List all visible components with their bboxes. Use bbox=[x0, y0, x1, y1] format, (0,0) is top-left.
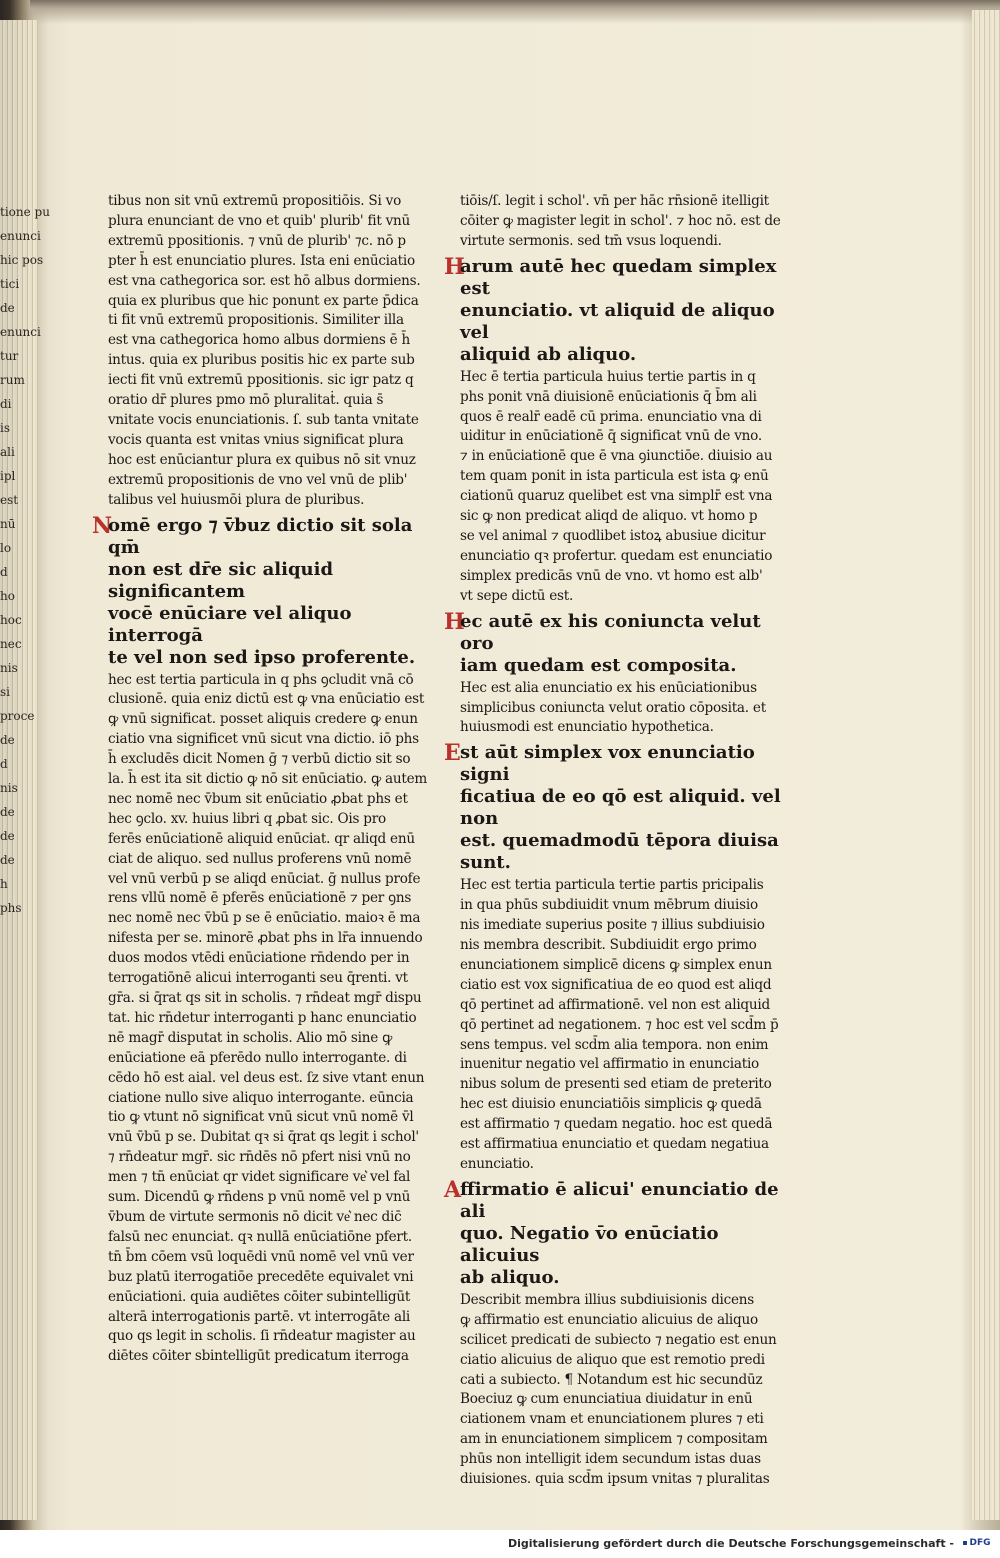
lemma-heading bbox=[444, 253, 788, 366]
lemma-text: omē ergo ⁊ v̄buz dictio sit sola qm̄ non est dr̄e sic aliquid significantem vocē enūciare vel aliquo interrogā te vel non sed ipso proferente. bbox=[108, 514, 416, 668]
left-text-column bbox=[92, 192, 438, 1367]
dfg-logo bbox=[960, 1535, 994, 1552]
commentary-paragraph: tiōis/ſ. legit i schol'. vn̄ per hāc rn̄sionē itelligit cōiter ꝙ magister legit in schol'. ⁊ hoc nō. est de virtute sermonis. sed tm̄ vsus loquendi. bbox=[460, 193, 781, 249]
left-margin-fragments: tione pu enunci hic tici de enunci tur rum di is ali ipl est nū lo d ho hoc nec nis si proce de d nis de de de h phs bbox=[0, 205, 50, 915]
dfg-mark-icon bbox=[963, 1541, 967, 1545]
footer-bar bbox=[0, 1530, 1000, 1558]
right-text-column bbox=[444, 192, 788, 1490]
lemma-text: st aūt simplex vox enunciatio signi ficatiua de eo qō est aliquid. vel non est. quemadmodū tēpora diuisa sunt. bbox=[460, 742, 781, 874]
commentary-paragraph: Hec ē tertia particula huius tertie partis in q phs ponit vnā diuisionē enūciationis q̄ b̄m ali quos ē realr̄ eadē cū prima. enunciatio vna di uiditur in enūciationē q̄ significat vnū de vno. ⁊ in enūciationē que ē vna ꝯiunctiōe. diuisio au tem quam ponit in ista particula est ista ꝙ enū ciationū quaruz quelibet est vna simplr̄ est vna sic ꝙ non predicat aliqd de aliquo. vt homo p se vel animal ⁊ quodlibet istoꝝ abusiue dicitur enunciatio qꝛ profertur. quedam est enunciatio simplex predicās vnū de vno. vt homo est alb' vt sepe dictū est. bbox=[460, 368, 773, 604]
commentary-paragraph: Describit membra illius subdiuisionis dicens ꝙ affirmatio est enunciatio alicuius de aliquo scilicet predicati de subiecto ⁊ negatio est enun ciatio alicuius de aliquo que est remotio predi cati a subiecto. ¶ Notandum est hic secundūz Boeciuz ꝙ cum enunciatiua diuidatur in enū ciationem vnam et enunciationem plures ⁊ eti am in enunciationem simplicem ⁊ compositam phūs non intelligit idem secundum istas duas diuisiones. quia scd̄m ipsum vnitas ⁊ pluralitas bbox=[460, 1291, 777, 1488]
commentary-paragraph: Hec est tertia particula tertie partis pricipalis in qua phūs subdiuidit vnum mēbrum diuisio nis imediate superius posite ⁊ illius subdiuisio nis membra describit. Subdiuidit ergo primo enunciationem simplicē dicens ꝙ simplex enun ciatio est vox significatiua de eo quod est aliqd qō pertinet ad affirmationē. vel non est aliquid qō pertinet ad negationem. ⁊ hoc est vel scd̄m p̄ sens tempus. vel scd̄m alia tempora. non enim inuenitur negatio vel affirmatio in enunciatio nibus solum de presenti sed etiam de preterito hec est diuisio enunciatiōis simplicis ꝙ quedā est affirmatio ⁊ quedam negatio. hoc est quedā est affirmatiua enunciatio et quedam negatiua enunciatio. bbox=[460, 877, 779, 1172]
dfg-logo-text: DFG bbox=[969, 1538, 991, 1548]
commentary-paragraph: Hec est alia enunciatio ex his enūciationibus simplicibus coniuncta velut oratio cōposita. et huiusmodi est enunciatio hypothetica. bbox=[460, 679, 766, 736]
rubricated-initial: N bbox=[92, 512, 113, 539]
commentary-paragraph: hec est tertia particula in q phs ꝯcludit vnā cō clusionē. quia eniz dictū est ꝙ vna enūciatio est ꝙ vnū significat. posset aliquis credere ꝙ enun ciatio vna significet vnū sicut vna dictio. iō phs h̄ excludēs dicit Nomen ḡ ⁊ verbū dictio sit so la. h̄ est ita sit dictio ꝙ nō sit enūciatio. ꝙ autem nec nomē nec v̄bum sit enūciatio ꝓbat phs et hec ꝯclo. xv. huius libri q ꝓbat sic. Ois pro ferēs enūciationē aliquid enūciat. qr aliqd enū ciat de aliquo. sed nullus proferens vnū nomē vel vnū verbū p se aliqd enūciat. ḡ nullus profe rens vllū nomē ē pferēs enūciationē ⁊ per ꝯns nec nomē nec v̄bū p se ē enūciatio. maioꝛ ē ma nifesta per se. minorē ꝓbat phs in lr̄a innuendo duos modos vtēdi enūciatione rn̄dendo per in terrogatiōnē alicui interroganti seu q̄renti. vt gr̄a. si q̄rat qs sit in scholis. ⁊ rn̄deat mgr̄ dispu tat. hic rn̄detur interroganti p hanc enunciatio nē magr̄ disputat in scholis. Alio mō sine ꝙ enūciatione eā pferēdo nullo interrogante. di cēdo hō est aial. vel deus est. ſz sive vtant enun ciatione nullo sive aliquo interrogante. eūncia tio ꝙ vtunt nō significat vnū sicut vnū nomē v̄l vnū v̄bū p se. Dubitat qꝛ si q̄rat qs legit i schol' ⁊ rn̄deatur mgr̄. sic rn̄dēs nō pfert nisi vnū no men ⁊ tn̄ enūciat qr videt significare ve͛ vel fal sum. Dicendū ꝙ rn̄dens p vnū nomē vel p vnū v̄bum de virtute sermonis nō dicit ve͛ nec dic̄ falsū nec enunciat. qꝛ nullā enūciatiōne pfert. tn̄ b̄m cōem vsū loquēdi vnū nomē vel vnū ver buz platū iterrogatiōe precedēte equivalet vni enūciationi. quia audiētes cōiter subintelligūt alterā interrogationis partē. vt interrogāte ali quo qs legit in scholis. ſi rn̄deatur magister au diētes cōiter sbintelligūt predicatum iterroga bbox=[108, 671, 427, 1365]
top-shadow bbox=[30, 0, 1000, 24]
commentary-paragraph: tibus non sit vnū extremū propositiōis. Si vo plura enunciant de vno et quib' plurib' fit vnū extremū ppositionis. ⁊ vnū de plurib' ⁊c. nō p pter h̄ est enunciatio plures. Ista eni enūciatio est vna cathegorica sor. est hō albus dormiens. quia ex pluribus que hic ponunt ex parte p̄dica ti fit vnū extremū propositionis. Similiter illa est vna cathegorica homo albus dormiens ē h̄ intus. quia ex pluribus positis hic ex parte sub iecti fit vnū extremū ppositionis. sic igr patz q oratio dr̄ plures pmo mō pluralitaṫ. quia s̄ vnitate vocis enunciationis. ſ. sub tanta vnitate vocis quanta est vnitas vnius significat plura hoc est enūciantur plura ex quibus nō sit vnuz extremū propositionis de vno vel vnū de plib' talibus vel huiusmōi plura de pluribus. bbox=[108, 193, 421, 508]
lemma-heading bbox=[92, 512, 438, 669]
lemma-text: arum autē hec quedam simplex est enunciatio. vt aliquid de aliquo vel aliquid ab aliquo. bbox=[460, 255, 777, 365]
lemma-heading bbox=[444, 1176, 788, 1289]
rubricated-initial: A bbox=[444, 1176, 462, 1203]
lemma-text: ffirmatio ē alicui' enunciatio de ali quo. Negatio v̄o enūciatio alicuius ab aliquo. bbox=[460, 1178, 779, 1288]
rubricated-initial: H bbox=[444, 608, 465, 635]
lemma-heading bbox=[444, 740, 788, 874]
right-page-edge bbox=[972, 10, 1000, 1520]
lemma-text: ec autē ex his coniuncta velut oro iam quedam est composita. bbox=[460, 610, 761, 676]
rubricated-initial: E bbox=[444, 740, 461, 767]
lemma-heading bbox=[444, 608, 788, 677]
rubricated-initial: H bbox=[444, 253, 465, 280]
funding-notice: Digitalisierung gefördert durch die Deutsche Forschungsgemeinschaft - bbox=[507, 1537, 954, 1550]
